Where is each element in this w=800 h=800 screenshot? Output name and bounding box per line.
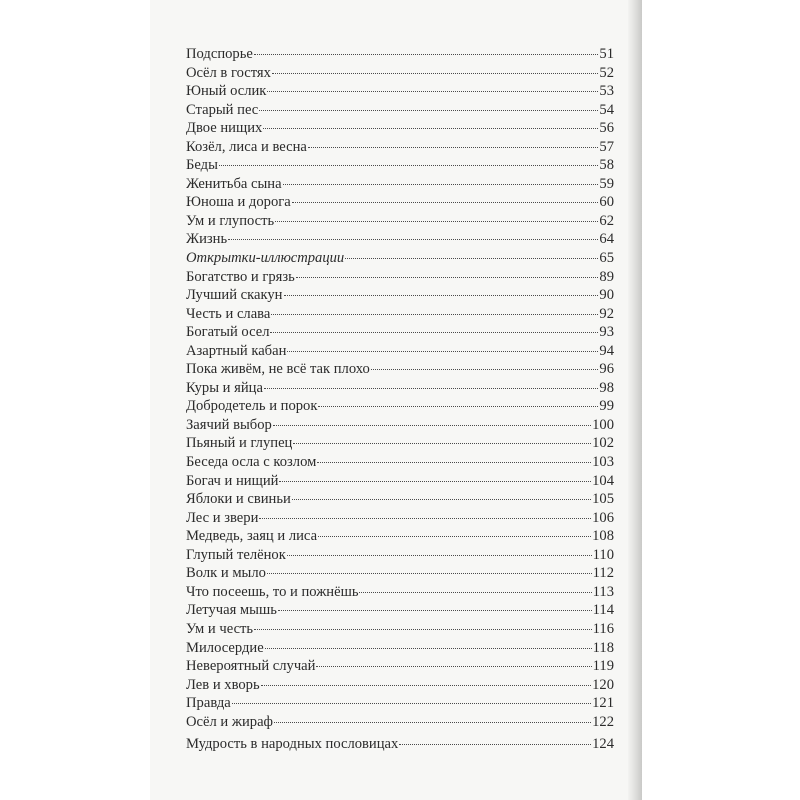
toc-entry-illustrations <box>186 249 614 268</box>
toc-entry-title: Яблоки и свиньи <box>186 491 291 508</box>
toc-entry <box>186 268 614 287</box>
toc-dot-leader <box>292 202 599 203</box>
toc-entry-page: 99 <box>599 398 614 415</box>
toc-entry <box>186 379 614 398</box>
toc-entry <box>186 620 614 639</box>
toc-dot-leader <box>399 744 591 745</box>
toc-entry-title: Летучая мышь <box>186 602 277 619</box>
toc-entry-title: Невероятный случай <box>186 658 316 675</box>
toc-dot-leader <box>259 110 598 111</box>
toc-entry <box>186 360 614 379</box>
toc-entry-page: 94 <box>599 342 614 359</box>
toc-entry <box>186 82 614 101</box>
toc-entry-page: 98 <box>599 379 614 396</box>
toc-entry-title: Осёл в гостях <box>186 64 271 81</box>
toc-entry-title: Богач и нищий <box>186 472 279 489</box>
toc-dot-leader <box>228 239 598 240</box>
toc-entry-page: 90 <box>599 287 614 304</box>
toc-entry-page: 89 <box>599 268 614 285</box>
toc-dot-leader <box>287 351 598 352</box>
toc-dot-leader <box>318 536 591 537</box>
toc-entry <box>186 694 614 713</box>
toc-entry <box>186 305 614 324</box>
toc-entry-page: 113 <box>592 583 614 600</box>
toc-entry-page: 59 <box>599 175 614 192</box>
table-of-contents <box>186 45 614 754</box>
page-edge-shadow <box>628 0 642 800</box>
toc-entry-page: 124 <box>592 736 614 753</box>
toc-entry-page: 114 <box>592 602 614 619</box>
toc-dot-leader <box>270 332 598 333</box>
toc-entry-title: Правда <box>186 695 231 712</box>
toc-entry <box>186 639 614 658</box>
toc-dot-leader <box>259 518 591 519</box>
toc-entry-page: 62 <box>599 212 614 229</box>
toc-entry-title: Старый пес <box>186 101 259 118</box>
toc-dot-leader <box>274 722 591 723</box>
toc-entry-title: Двое нищих <box>186 120 263 137</box>
toc-entry-page: 120 <box>592 676 614 693</box>
toc-entry-title: Беды <box>186 157 218 174</box>
toc-entry-title: Жизнь <box>186 231 228 248</box>
toc-entry-title: Милосердие <box>186 639 264 656</box>
toc-entry <box>186 509 614 528</box>
toc-entry <box>186 101 614 120</box>
toc-dot-leader <box>345 258 598 259</box>
toc-dot-leader <box>264 388 598 389</box>
toc-entry-title: Азартный кабан <box>186 342 287 359</box>
toc-entry <box>186 735 614 754</box>
toc-entry-title: Богатство и грязь <box>186 268 295 285</box>
toc-entry-title: Пока живём, не всё так плохо <box>186 361 370 378</box>
toc-entry-title: Осёл и жираф <box>186 713 274 730</box>
toc-entry <box>186 342 614 361</box>
toc-entry-page: 92 <box>599 305 614 322</box>
toc-entry-title: Подспорье <box>186 46 253 62</box>
toc-entry-title: Заячий выбор <box>186 416 272 433</box>
toc-entry-page: 116 <box>592 620 614 637</box>
toc-entry <box>186 564 614 583</box>
toc-entry <box>186 434 614 453</box>
toc-entry-page: 104 <box>592 472 614 489</box>
toc-entry-page: 56 <box>599 120 614 137</box>
toc-entry-title: Лучший скакун <box>186 287 283 304</box>
toc-entry-title: Юноша и дорога <box>186 194 291 211</box>
toc-entry-page: 118 <box>592 639 614 656</box>
toc-dot-leader <box>273 425 591 426</box>
toc-dot-leader <box>317 462 591 463</box>
toc-entry <box>186 601 614 620</box>
toc-entry-page: 52 <box>599 64 614 81</box>
toc-entry-title: Богатый осел <box>186 324 270 341</box>
toc-entry <box>186 193 614 212</box>
toc-entry-page: 53 <box>599 83 614 100</box>
toc-dot-leader <box>316 666 591 667</box>
toc-entry-title: Беседа осла с козлом <box>186 454 317 471</box>
toc-entry-page: 121 <box>592 695 614 712</box>
toc-entry <box>186 156 614 175</box>
toc-dot-leader <box>292 499 591 500</box>
toc-dot-leader <box>283 184 599 185</box>
toc-entry-page: 119 <box>592 658 614 675</box>
toc-entry <box>186 212 614 231</box>
toc-entry <box>186 323 614 342</box>
toc-entry-page: 106 <box>592 509 614 526</box>
toc-dot-leader <box>265 648 592 649</box>
toc-entry <box>186 416 614 435</box>
toc-entry <box>186 490 614 509</box>
toc-entry-title: Добродетель и порок <box>186 398 318 415</box>
toc-dot-leader <box>293 443 591 444</box>
toc-dot-leader <box>271 314 598 315</box>
toc-entry-page: 58 <box>599 157 614 174</box>
toc-entry-page: 60 <box>599 194 614 211</box>
toc-entry-title: Честь и слава <box>186 305 271 322</box>
toc-entry-page: 57 <box>599 138 614 155</box>
toc-entry-page: 102 <box>592 435 614 452</box>
toc-dot-leader <box>359 592 591 593</box>
toc-entry-page: 112 <box>592 565 614 582</box>
toc-entry <box>186 453 614 472</box>
toc-entry-page: 100 <box>592 416 614 433</box>
toc-dot-leader <box>219 165 599 166</box>
toc-dot-leader <box>254 54 599 55</box>
toc-entry-title: Глупый телёнок <box>186 546 286 563</box>
toc-entry-page: 103 <box>592 454 614 471</box>
toc-dot-leader <box>284 295 599 296</box>
toc-entry <box>186 657 614 676</box>
toc-entry <box>186 546 614 565</box>
toc-entry-page: 65 <box>599 250 614 267</box>
toc-entry-title: Лес и звери <box>186 509 259 526</box>
toc-entry-title: Куры и яйца <box>186 379 263 396</box>
toc-entry-page: 105 <box>592 491 614 508</box>
toc-dot-leader <box>287 555 592 556</box>
toc-entry <box>186 230 614 249</box>
toc-entry <box>186 175 614 194</box>
toc-entry <box>186 472 614 491</box>
toc-entry-title: Волк и мыло <box>186 565 266 582</box>
toc-dot-leader <box>267 573 592 574</box>
toc-entry-page: 54 <box>599 101 614 118</box>
toc-entry-title: Ум и честь <box>186 620 254 637</box>
toc-entry <box>186 527 614 546</box>
toc-dot-leader <box>278 610 592 611</box>
toc-entry-page: 93 <box>599 324 614 341</box>
toc-dot-leader <box>263 128 598 129</box>
toc-entry-page: 122 <box>592 713 614 730</box>
toc-entry-title: Что посеешь, то и пожнёшь <box>186 583 359 600</box>
toc-entry-title: Юный ослик <box>186 83 267 100</box>
toc-entry-title: Медведь, заяц и лиса <box>186 528 318 545</box>
toc-dot-leader <box>254 629 592 630</box>
toc-entry-title: Козёл, лиса и весна <box>186 138 307 155</box>
toc-entry <box>186 286 614 305</box>
toc-dot-leader <box>371 369 599 370</box>
toc-entry-page: 64 <box>599 231 614 248</box>
toc-entry <box>186 119 614 138</box>
toc-dot-leader <box>279 481 591 482</box>
toc-dot-leader <box>296 277 599 278</box>
toc-entry <box>186 713 614 732</box>
toc-entry <box>186 397 614 416</box>
toc-entry-page: 96 <box>599 361 614 378</box>
toc-dot-leader <box>275 221 598 222</box>
toc-entry-title: Лев и хворь <box>186 676 260 693</box>
toc-dot-leader <box>308 147 599 148</box>
toc-entry <box>186 138 614 157</box>
toc-dot-leader <box>232 703 591 704</box>
toc-dot-leader <box>261 685 591 686</box>
toc-entry-title: Мудрость в народных пословицах <box>186 736 399 753</box>
toc-entry <box>186 64 614 83</box>
toc-entry-title: Женитьба сына <box>186 175 282 192</box>
toc-dot-leader <box>267 91 598 92</box>
toc-entry-page: 108 <box>592 528 614 545</box>
toc-entry-title: Пьяный и глупец <box>186 435 293 452</box>
toc-entry <box>186 583 614 602</box>
toc-dot-leader <box>318 406 598 407</box>
toc-entry <box>186 676 614 695</box>
toc-dot-leader <box>272 73 598 74</box>
toc-entry <box>186 45 614 64</box>
toc-entry-title: Открытки-иллюстрации <box>186 250 345 267</box>
toc-entry-page: 51 <box>599 46 614 62</box>
toc-entry-page: 110 <box>592 546 614 563</box>
toc-entry-title: Ум и глупость <box>186 212 275 229</box>
